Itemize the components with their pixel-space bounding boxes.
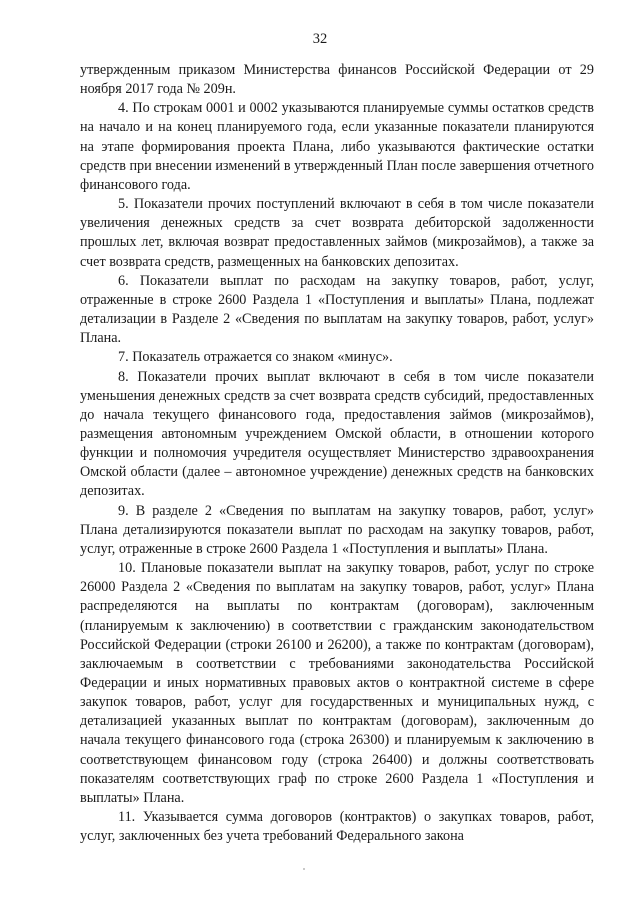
paragraph-item-8: 8. Показатели прочих выплат включают в себя в том числе показатели уменьшения денежных средств за счет возврата средств субсидий, предоставленных до начала текущего финансового года, предоставления займов (микрозаймов), размещения автономным учреждением Омской области, в отношении которого функции и полномочия учредителя осуществляет Министерство здравоохранения Омской области (далее – автономное учреждение) денежных средств на банковских депозитах. bbox=[80, 368, 594, 500]
paragraph-item-11: 11. Указывается сумма договоров (контрактов) о закупках товаров, работ, услуг, заключенных без учета требований Федерального закона bbox=[80, 809, 594, 845]
paragraph-item-5: 5. Показатели прочих поступлений включают в себя в том числе показатели увеличения денежных средств за счет возврата дебиторской задолженности прошлых лет, включая возврат предоставленных займов (микрозаймов), а также за счет возврата средств, размещенных на банковских депозитах. bbox=[80, 196, 594, 270]
paragraph-item-4: 4. По строкам 0001 и 0002 указываются планируемые суммы остатков средств на начало и на конец планируемого года, если указанные показатели планируются на этапе формирования проекта Плана, либо указываются фактические остатки средств при внесении изменений в утвержденный План после завершения отчетного финансового года. bbox=[80, 100, 594, 193]
paragraph-continuation: утвержденным приказом Министерства финансов Российской Федерации от 29 ноября 2017 года № 209н. bbox=[80, 62, 594, 98]
scan-speck bbox=[303, 868, 305, 870]
paragraph-item-10: 10. Плановые показатели выплат на закупку товаров, работ, услуг по строке 26000 Раздела 2 «Сведения по выплатам на закупку товаров, работ, услуг» Плана распределяются на выплаты по контрактам (договорам), заключенным (планируемым к заключению) в соответствии с гражданским законодательством Российской Федерации (строки 26100 и 26200), а также по контрактам (договорам), заключаемым в соответствии с требованиями законодательства Российской Федерации и иных нормативных правовых актов о контрактной системе в сфере закупок товаров, работ, услуг для государственных и муниципальных нужд, с детализацией указанных выплат по контрактам (договорам), заключенным до начала текущего финансового года (строка 26300) и планируемым к заключению в соответствующем финансовом году (строка 26400) и должны соответствовать показателям соответствующих граф по строке 2600 Раздела 1 «Поступления и выплаты» Плана. bbox=[80, 560, 594, 806]
paragraph-item-7: 7. Показатель отражается со знаком «минус». bbox=[118, 349, 393, 366]
paragraph-item-6: 6. Показатели выплат по расходам на закупку товаров, работ, услуг, отраженные в строке 2600 Раздела 1 «Поступления и выплаты» Плана, подлежат детализации в Разделе 2 «Сведения по выплатам на закупку товаров, работ, услуг» Плана. bbox=[80, 272, 594, 347]
page-number: 32 bbox=[312, 31, 328, 47]
document-body bbox=[80, 61, 594, 846]
paragraph-item-9: 9. В разделе 2 «Сведения по выплатам на закупку товаров, работ, услуг» Плана детализируются показатели выплат по расходам на закупку товаров, работ, услуг, отраженные в строке 2600 Раздела 1 «Поступления и выплаты» Плана. bbox=[80, 502, 594, 557]
